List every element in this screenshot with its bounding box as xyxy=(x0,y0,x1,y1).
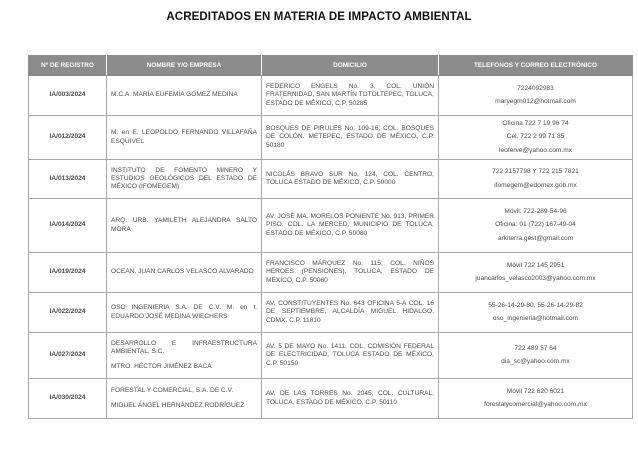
phone-text: Oficina: 01 (722) 167-49-04 xyxy=(495,221,576,229)
nombre-cell xyxy=(107,116,262,160)
nombre-cell xyxy=(107,253,262,293)
table-header-row xyxy=(29,56,633,76)
registro-cell: IA/014/2024 xyxy=(29,199,107,253)
phone-text: 7224092983 xyxy=(517,84,554,92)
contacto-cell xyxy=(439,199,633,253)
phone-text: 722 489 57 64 xyxy=(514,344,557,352)
phone-text: 722 2157798 Y 722 215 7821 xyxy=(492,168,579,176)
nombre-line: DESARROLLO E INFRAESTRUCTURA AMBIENTAL, S.C. xyxy=(111,340,257,356)
registro-cell: IA/012/2024 xyxy=(29,116,107,160)
registro-cell: IA/030/2024 xyxy=(29,379,107,419)
table-row xyxy=(29,379,633,419)
registro-cell: IA/022/2024 xyxy=(29,293,107,333)
contacto-cell xyxy=(439,293,633,333)
nombre-line: M. en E. LEOPOLDO FERNANDO VILLAFAÑA ESQUIVEL xyxy=(111,129,257,145)
table-body xyxy=(29,76,633,419)
nombre-line: ARQ. URB. YAMILETH ALEJANDRA SALTO MORA xyxy=(111,217,257,233)
registro-cell: IA/013/2024 xyxy=(29,160,107,199)
nombre-cell xyxy=(107,293,262,333)
contacto-cell xyxy=(439,333,633,379)
nombre-cell xyxy=(107,379,262,419)
email-text: oso_ingenieria@hotmail.com xyxy=(492,315,579,322)
page-title: ACREDITADOS EN MATERIA DE IMPACTO AMBIENTAL xyxy=(166,11,472,23)
domicilio-cell: AV. JOSÉ MA. MORELOS PONIENTE No. 913, PRIMER PISO. COL. LA MERCED, MUNICIPIO DE TOLUCA, ESTADO DE MÉXICO, C.P. 50080 xyxy=(262,199,439,253)
header-nombre: NOMBRE Y/O EMPRESA xyxy=(107,56,262,76)
domicilio-cell: AV. 5 DE MAYO No. 1411, COL. COMISIÓN FEDERAL DE ELECTRICIDAD, TOLUCA ESTADO DE MÉXICO, C.P. 50150 xyxy=(262,333,439,379)
nombre-cell xyxy=(107,76,262,116)
phone-text: Móvil 722 145 2951 xyxy=(506,261,565,269)
email-text: leoferve@yahoo.com.mx xyxy=(498,146,573,154)
registry-table xyxy=(28,55,633,419)
table-row xyxy=(29,253,633,293)
email-text: maryegm012@hotmail.com xyxy=(495,98,576,105)
table-row xyxy=(29,76,633,116)
phone-text: Móvil 722 620 6021 xyxy=(506,387,565,395)
nombre-line: OSO INGENIERIA S.A. DE C.V. M. en I. EDUARDO JOSÉ MEDINA WIECHERS xyxy=(111,304,257,320)
domicilio-cell: FRANCISCO MÁRQUEZ No. 115, COL. NIÑOS HEROES (PENSIONES), TOLUCA, ESTADO DE MÉXICO, C.P. 50060 xyxy=(262,253,439,293)
registro-cell: IA/019/2024 xyxy=(29,253,107,293)
table-row xyxy=(29,293,633,333)
domicilio-cell: BOSQUES DE PIRULES No. 109-16, COL. BOSQUES DE COLÓN. METEPEC, ESTADO DE MÉXICO, C.P. 50180 xyxy=(262,116,439,160)
email-text: dia_sc@yahoo.com.mx xyxy=(501,358,570,365)
registro-cell: IA/027/2024 xyxy=(29,333,107,379)
phone-text: Móvil: 722-289-54-96 xyxy=(504,208,567,216)
nombre-line: MTRO. HÉCTOR JIMÉNEZ BACA xyxy=(111,362,212,370)
table-row xyxy=(29,199,633,253)
header-contacto: TELEFONOS Y CORREO ELECTRÓNICO xyxy=(439,56,633,76)
header-registro: Nº DE REGISTRO xyxy=(29,56,107,76)
email-text: juancarlos_velasco2003@yahoo.com.mx xyxy=(475,275,596,282)
domicilio-cell: FEDERICO ENGELS No. 3, COL. UNIÓN FRATERNIDAD, SAN MARTÍN TOTOLTEPEC, TOLUCA, ESTADO DE MÉXICO, C.P. 50285 xyxy=(262,76,439,116)
contacto-cell xyxy=(439,253,633,293)
nombre-line: FORESTAL Y COMERCIAL, S.A. DE C.V. xyxy=(111,387,234,395)
domicilio-cell: AV. DE LAS TORRES No. 2045, COL. CULTURAL, TOLUCA, ESTADO DE MÉXICO, C.P. 50110 xyxy=(262,379,439,419)
table-row xyxy=(29,333,633,379)
nombre-line: OCEAN, JUAN CARLOS VELASCO ALVARADO xyxy=(111,268,254,276)
contacto-cell xyxy=(439,116,633,160)
phone-text: Oficina 722 7 19 96 74 xyxy=(502,120,569,128)
email-text: arkiterra.gest@gmail.com xyxy=(497,234,574,242)
nombre-line: INSTITUTO DE FOMENTO MINERO Y ESTUDIOS GEOLÓGICOS DEL ESTADO DE MÉXICO (IFOMEGEM) xyxy=(111,166,257,191)
domicilio-cell: AV. CONSTITUYENTES No. 643 OFICINA 5-A COL. 16 DE SEPTIEMBRE, ALCALDÍA MIGUEL HIDALGO, CDMX. C.P. 11810 xyxy=(262,293,439,333)
nombre-cell xyxy=(107,333,262,379)
email-text: forestalycomercial@yahoo.com.mx xyxy=(484,401,587,408)
nombre-line: M.C.A. MARÍA EUFEMIA GÓMEZ MEDINA xyxy=(111,91,238,99)
contacto-cell xyxy=(439,160,633,199)
email-text: ifomegem@edomex.gob.mx xyxy=(494,181,577,189)
phone-text: Cel. 722 2 99 71 85 xyxy=(506,133,565,141)
contacto-cell xyxy=(439,379,633,419)
nombre-cell xyxy=(107,160,262,199)
table-row xyxy=(29,116,633,160)
nombre-line: MIGUEL ÁNGEL HERNÁNDEZ RODRÍGUEZ xyxy=(111,401,245,409)
nombre-cell xyxy=(107,199,262,253)
registro-cell: IA/003/2024 xyxy=(29,76,107,116)
header-domicilio: DOMICILIO xyxy=(262,56,439,76)
phone-text: 55-26-14-29-80, 55-26-14-29-82 xyxy=(488,301,583,309)
domicilio-cell: NICOLÁS BRAVO SUR No. 124, COL. CENTRO, TOLUCA ESTADO DE MÉXICO, C.P. 50000 xyxy=(262,160,439,199)
contacto-cell xyxy=(439,76,633,116)
table-row xyxy=(29,160,633,199)
